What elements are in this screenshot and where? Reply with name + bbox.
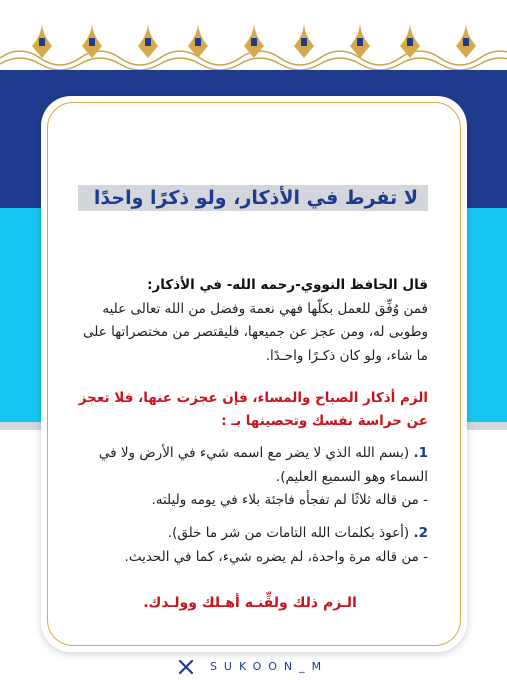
ornamental-border — [0, 14, 507, 76]
ornament-motifs — [32, 22, 476, 58]
item-text: (بسم الله الذي لا يضر مع اسمه شيء في الأرض ولا في السماء وهو السميع العليم). — [98, 445, 428, 485]
intro-body: فمن وُفِّق للعمل بكلّها فهي نعمة وفضل من الله تعالى عليه وطوبى له، ومن عجز عن جميعها، فليقتصر من مختصراتها على ما شاء، ولو كان ذكـرًا واحـدًا. — [83, 300, 428, 364]
social-handle: SUKOON_M — [209, 660, 329, 673]
dhikr-item-2 — [72, 522, 428, 569]
item-number: 1. — [413, 445, 428, 461]
item-text: (أعوذ بكلمات الله التامات من شر ما خلق). — [167, 525, 410, 541]
closing-line: الـزم ذلك ولقِّنـه أهـلك وولـدك. — [143, 595, 357, 611]
intro-heading: قال الحافظ النووي-رحمه الله- في الأذكار: — [147, 277, 428, 293]
item-note: - من قاله ثلاثًا لم تفجأه فاجئة بلاء في يومه وليلته. — [151, 492, 428, 508]
dhikr-item-1 — [72, 442, 428, 513]
item-number: 2. — [413, 525, 428, 541]
item-note: - من قاله مرة واحدة، لم يضره شيء، كما في الحديث. — [124, 548, 428, 565]
page-title: لا تفرط في الأذكار، ولو ذكرًا واحدًا — [93, 187, 418, 209]
intro-quote — [72, 274, 428, 368]
exhortation-text: الزم أذكار الصباح والمساء، فإن عجزت عنها، فلا تعجز عن حراسة نفسك وتحصينها بـ : — [78, 390, 428, 429]
footer — [0, 656, 507, 680]
x-logo-icon — [179, 660, 193, 674]
